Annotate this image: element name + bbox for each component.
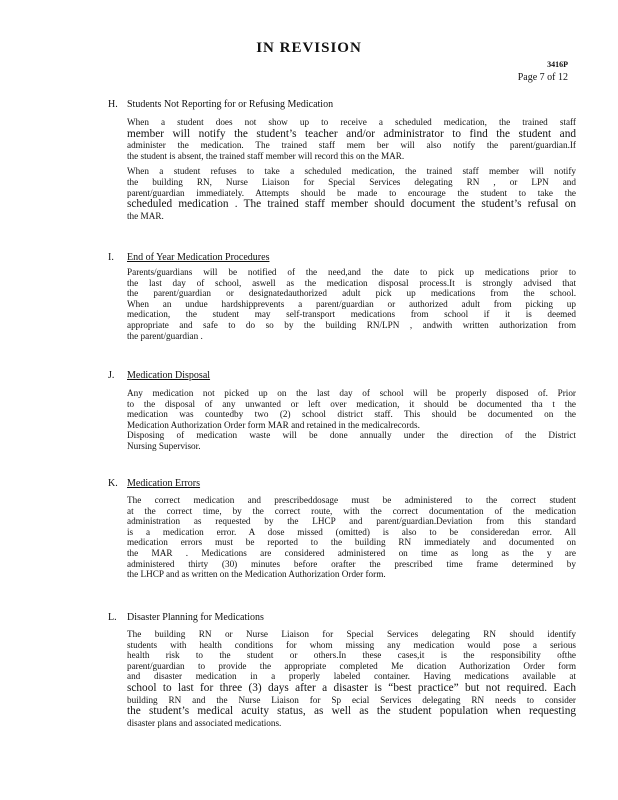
body-line: health risk to the student or others.In these cases,it is the responsibility ofthe bbox=[127, 650, 576, 661]
section-letter: J. bbox=[108, 370, 115, 381]
section-letter: K. bbox=[108, 478, 118, 489]
body-line: parent/guardian immediately. Attempts should be made to encourage the student to take the bbox=[127, 187, 576, 198]
body-line: member will notify the student’s teacher and/or administrator to find the student and bbox=[127, 127, 576, 140]
body-line: and disaster medication in a properly labeled container. Having medications available at bbox=[127, 671, 576, 682]
body-line: the parent/guardian . bbox=[127, 330, 203, 341]
body-line: The correct medication and prescribeddosage must be administered to the correct student bbox=[127, 495, 576, 505]
body-line: the building RN, Nurse Liaison for Special Services delegating RN , or LPN and bbox=[127, 176, 576, 187]
body-line: the last day of school, aswell as the medication disposal process.It is strongly advised that bbox=[127, 277, 576, 288]
body-line: medication errors must be reported to the building RN immediately and documented on bbox=[127, 537, 576, 548]
body-line: Any medication not picked up on the last day of school will be properly disposed of. Prior bbox=[127, 388, 576, 398]
body-line: parent/guardian to provide the appropriate completed Me dication Authorization Order form bbox=[127, 660, 576, 671]
body-line: Parents/guardians will be notified of the need,and the date to pick up medications prior to bbox=[127, 267, 576, 277]
section-letter: I. bbox=[108, 252, 114, 263]
body-line: Medication Authorization Order form MAR and retained in the medicalrecords. bbox=[127, 419, 420, 430]
body-line: disaster plans and associated medications. bbox=[127, 717, 282, 728]
body-line: to the disposal of any unwanted or left over medication, it should be documented tha t the bbox=[127, 398, 576, 409]
body-line: the student’s medical acuity status, as well as the student population when requesting bbox=[127, 705, 576, 718]
body-line: The building RN or Nurse Liaison for Special Services delegating RN should identify bbox=[127, 629, 576, 639]
body-line: school to last for three (3) days after a disaster is “best practice” but not required. Each bbox=[127, 681, 576, 694]
section-heading: Disaster Planning for Medications bbox=[127, 612, 264, 623]
section-letter: H. bbox=[108, 99, 118, 110]
body-line: the MAR . Medications are considered administered on time as long as the y are bbox=[127, 547, 576, 558]
section-letter: L. bbox=[108, 612, 117, 623]
policy-code: 3416P bbox=[547, 60, 568, 69]
body-line: at the correct time, by the correct route, with the correct documentation of the medication bbox=[127, 505, 576, 516]
body-line: students with health conditions for whom missing any medication would pose a serious bbox=[127, 639, 576, 650]
body-line: When an undue hardshipprevents a parent/guardian or authorized adult from picking up bbox=[127, 298, 576, 309]
section-body bbox=[127, 117, 576, 221]
section-heading: Students Not Reporting for or Refusing Medication bbox=[127, 99, 334, 110]
body-line: administration as requested by the LHCP and parent/guardian.Deviation from this standard bbox=[127, 516, 576, 527]
body-line: scheduled medication . The trained staff member should document the student’s refusal on bbox=[127, 198, 576, 211]
body-line: is a medication error. A dose missed (omitted) is also to be consideredan error. All bbox=[127, 526, 576, 537]
section-body bbox=[127, 629, 576, 728]
body-line: building RN and the Nurse Liaison for Sp ecial Services delegating RN needs to consider bbox=[127, 694, 576, 705]
body-line: medication, the student may self-transport medications from school if it is deemed bbox=[127, 309, 576, 320]
body-line: the student is absent, the trained staff member will record this on the MAR. bbox=[127, 150, 405, 161]
body-line: the LHCP and as written on the Medication Authorization Order form. bbox=[127, 569, 386, 580]
body-line: Nursing Supervisor. bbox=[127, 440, 201, 451]
page-number: Page 7 of 12 bbox=[517, 72, 568, 83]
body-line: When a student does not show up to receive a scheduled medication, the trained staff bbox=[127, 117, 576, 127]
body-line: administer the medication. The trained staff mem ber will also notify the parent/guardian.If bbox=[127, 140, 576, 151]
section-body bbox=[127, 267, 576, 341]
body-line: medication was countedby two (2) school district staff. This should be documented on the bbox=[127, 409, 576, 420]
body-line: Disposing of medication waste will be done annually under the direction of the District bbox=[127, 430, 576, 441]
body-line: the parent/guardian or designatedauthorized adult pick up medications from the school. bbox=[127, 288, 576, 299]
section-body bbox=[127, 495, 576, 580]
section-body bbox=[127, 388, 576, 452]
section-heading: End of Year Medication Procedures bbox=[127, 252, 270, 263]
body-line: the MAR. bbox=[127, 210, 164, 221]
section-heading: Medication Disposal bbox=[127, 370, 211, 381]
body-line: When a student refuses to take a scheduled medication, the trained staff member will notify bbox=[127, 166, 576, 177]
body-line: administered thirty (30) minutes before orafter the prescribed time frame determined by bbox=[127, 558, 576, 569]
section-heading: Medication Errors bbox=[127, 478, 201, 489]
body-line: appropriate and safe to do so by the building RN/LPN , andwith written authorization from bbox=[127, 319, 576, 330]
page-title: IN REVISION bbox=[256, 40, 362, 56]
